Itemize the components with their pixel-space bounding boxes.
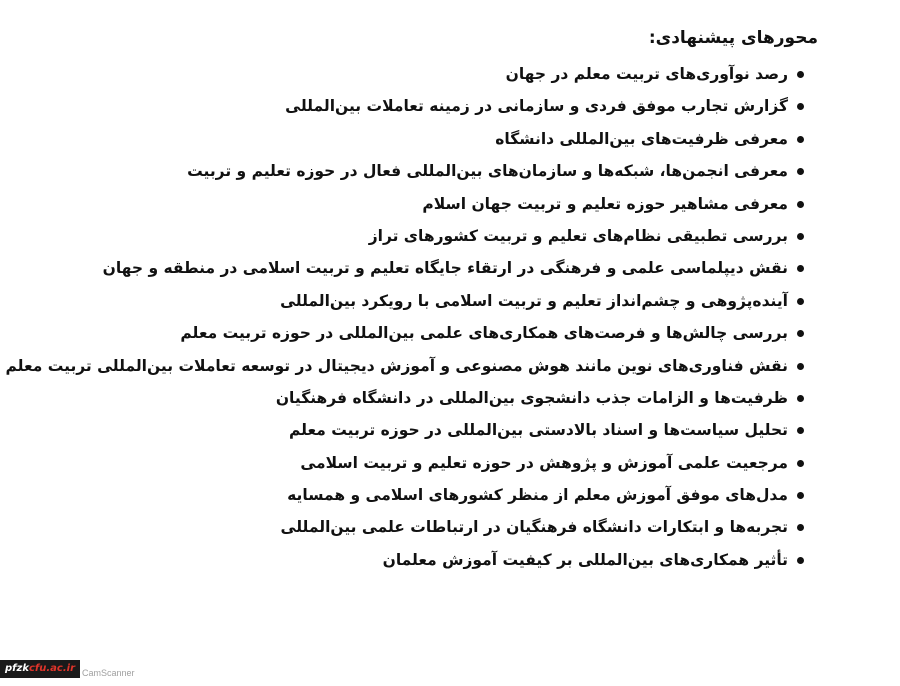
topic-text: بررسی تطبیقی نظام‌های تعلیم و تربیت کشورهای تراز [368,226,788,245]
list-item [5,155,804,187]
site-logo [0,660,80,678]
list-item [5,123,804,155]
list-item [5,220,804,252]
bullet-icon [797,427,804,434]
topic-text: مرجعیت علمی آموزش و پژوهش در حوزه تعلیم و تربیت اسلامی [300,453,788,472]
bullet-icon [797,330,804,337]
scanner-watermark: CamScanner [82,668,135,678]
bullet-icon [797,201,804,208]
topic-text: نقش دیپلماسی علمی و فرهنگی در ارتقاء جایگاه تعلیم و تربیت اسلامی در منطقه و جهان [102,259,788,278]
topic-text: معرفی ظرفیت‌های بین‌المللی دانشگاه [495,129,788,148]
topic-text: معرفی انجمن‌ها، شبکه‌ها و سازمان‌های بین‌المللی فعال در حوزه تعلیم و تربیت [187,162,788,181]
bullet-icon [797,233,804,240]
list-item [5,58,804,90]
bullet-icon [797,492,804,499]
topic-text: تجربه‌ها و ابتکارات دانشگاه فرهنگیان در ارتباطات علمی بین‌المللی [280,518,788,537]
topic-text: گزارش تجارب موفق فردی و سازمانی در زمینه تعاملات بین‌المللی [285,97,788,116]
topic-list [5,58,804,576]
heading: محورهای پیشنهادی: [648,28,818,48]
bullet-icon [797,168,804,175]
topic-text: رصد نوآوری‌های تربیت معلم در جهان [505,65,788,83]
topic-text: ظرفیت‌ها و الزامات جذب دانشجوی بین‌المللی در دانشگاه فرهنگیان [275,388,788,407]
list-item [5,285,804,317]
logo-main-text: pfzk [4,663,29,674]
list-item [5,382,804,414]
list-item [5,447,804,479]
bullet-icon [797,460,804,467]
bullet-icon [797,363,804,370]
bullet-icon [797,557,804,564]
list-item [5,350,804,382]
topic-text: نقش فناوری‌های نوین مانند هوش مصنوعی و آموزش دیجیتال در توسعه تعاملات بین‌المللی تربیت معلم [5,356,788,375]
bullet-icon [797,136,804,143]
list-item [5,414,804,446]
topic-text: آینده‌پژوهی و چشم‌انداز تعلیم و تربیت اسلامی با رویکرد بین‌المللی [280,291,788,310]
topic-text: مدل‌های موفق آموزش معلم از منظر کشورهای اسلامی و همسایه [287,486,788,505]
bullet-icon [797,103,804,110]
list-item [5,479,804,511]
topic-text: تأثیر همکاری‌های بین‌المللی بر کیفیت آموزش معلمان [382,550,788,569]
bullet-icon [797,298,804,305]
bullet-icon [797,395,804,402]
logo-accent-text: cfu.ac.ir [28,663,75,674]
list-item [5,188,804,220]
list-item [5,252,804,284]
list-item [5,317,804,349]
list-item [5,511,804,543]
list-item [5,544,804,576]
bullet-icon [797,524,804,531]
list-item [5,90,804,122]
bullet-icon [797,265,804,272]
topic-text: تحلیل سیاست‌ها و اسناد بالادستی بین‌المللی در حوزه تربیت معلم [289,421,788,440]
bullet-icon [797,71,804,78]
topic-text: بررسی چالش‌ها و فرصت‌های همکاری‌های علمی بین‌المللی در حوزه تربیت معلم [180,324,788,343]
topic-text: معرفی مشاهیر حوزه تعلیم و تربیت جهان اسلام [422,194,788,213]
